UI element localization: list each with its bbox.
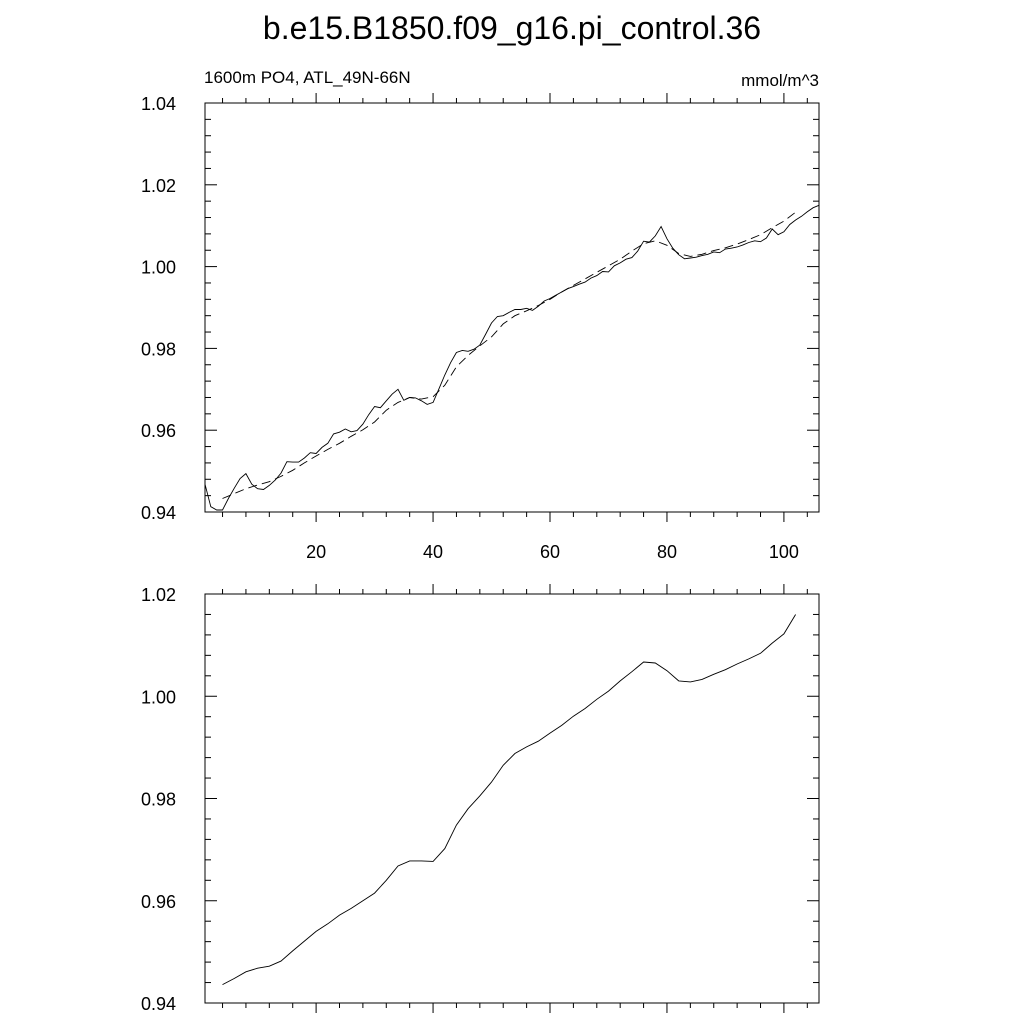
top-y-tick-label: 0.96 bbox=[140, 421, 176, 442]
bottom-y-tick-label: 0.96 bbox=[140, 891, 176, 912]
bottom-y-tick-label: 1.00 bbox=[140, 687, 176, 708]
top-axis-ticks bbox=[141, 93, 819, 562]
top-series-dashed bbox=[223, 212, 796, 498]
top-panel-right-label: mmol/m^3 bbox=[741, 71, 819, 90]
bottom-plot-frame bbox=[205, 594, 819, 1003]
top-series-group bbox=[205, 205, 819, 510]
bottom-y-tick-label: 1.02 bbox=[140, 585, 176, 605]
top-x-tick-label: 60 bbox=[539, 542, 561, 562]
bottom-panel bbox=[141, 584, 819, 1014]
bottom-axis-ticks bbox=[141, 584, 819, 1014]
top-series-solid bbox=[205, 205, 819, 510]
top-panel bbox=[141, 68, 819, 562]
top-y-tick-label: 0.98 bbox=[140, 339, 176, 360]
bottom-series-group bbox=[223, 615, 796, 985]
page-title: b.e15.B1850.f09_g16.pi_control.36 bbox=[262, 10, 762, 46]
bottom-y-tick-label: 0.98 bbox=[140, 789, 176, 810]
top-plot-frame bbox=[205, 103, 819, 512]
top-panel-left-label: 1600m PO4, ATL_49N-66N bbox=[204, 68, 411, 87]
top-y-tick-label: 1.02 bbox=[140, 175, 176, 196]
bottom-series-solid bbox=[223, 615, 796, 985]
top-y-tick-label: 1.04 bbox=[140, 94, 176, 114]
top-x-tick-label: 40 bbox=[423, 542, 444, 562]
top-x-tick-label: 80 bbox=[656, 542, 677, 562]
top-y-tick-label: 1.00 bbox=[140, 257, 176, 278]
top-y-tick-label: 0.94 bbox=[140, 503, 176, 523]
top-x-tick-label: 100 bbox=[768, 542, 799, 562]
bottom-y-tick-label: 0.94 bbox=[140, 994, 176, 1014]
top-x-tick-label: 20 bbox=[306, 542, 327, 562]
